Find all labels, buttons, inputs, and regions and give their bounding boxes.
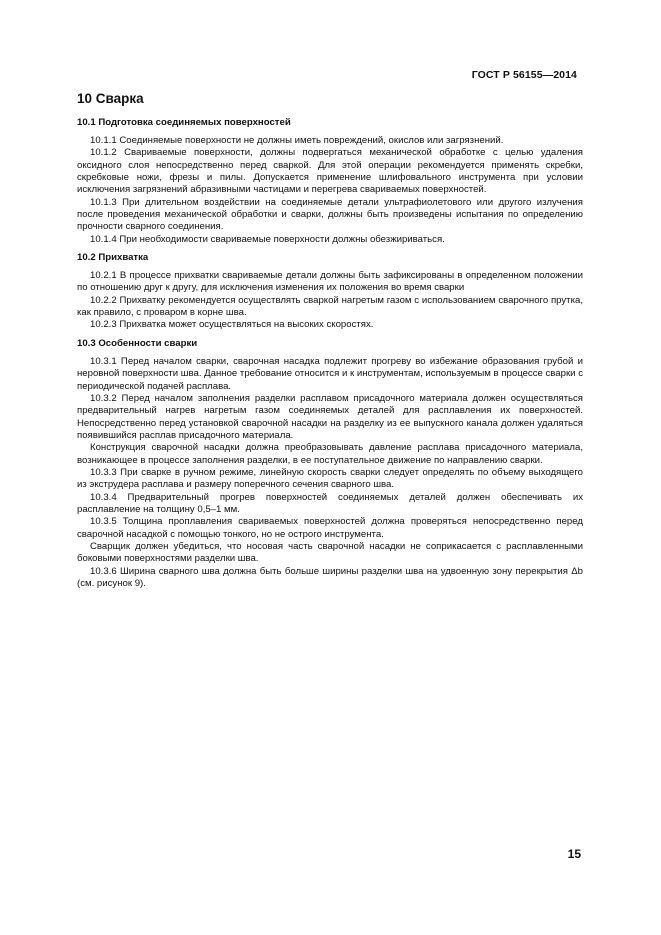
paragraph: 10.1.1 Соединяемые поверхности не должны иметь повреждений, окислов или загрязнений.: [90, 135, 504, 146]
paragraph: 10.3.2 Перед началом заполнения разделки расплавом присадочного материала должен осуществляться предварительный нагрев нагретым газом соединяемых деталей для расплавления их поверхностей. Непосредственно перед установкой сварочной насадки на разделку из ее выпускного канала должен удаляться появившийся расплав присадочного материала.: [77, 392, 583, 441]
subsection-10-2: [77, 252, 583, 332]
subsection-title: 10.2 Прихватка: [77, 252, 149, 264]
subsection-10-1: [77, 117, 583, 246]
paragraph: 10.2.2 Прихватку рекомендуется осуществлять сваркой нагретым газом с использованием сварочного прутка, как правило, с проваром в корне шва.: [77, 294, 583, 319]
paragraph: 10.3.5 Толщина проплавления свариваемых поверхностей должна проверяться непосредственно перед сварочной насадкой с помощью тонкого, но не острого инструмента.: [77, 516, 583, 540]
paragraph: 10.2.3 Прихватка может осуществляться на высоких скоростях.: [90, 319, 374, 331]
standard-code: ГОСТ Р 56155—2014: [471, 69, 577, 81]
subsection-title: 10.1 Подготовка соединяемых поверхностей: [77, 117, 291, 128]
page-number: 15: [567, 847, 581, 861]
paragraph: 10.1.2 Свариваемые поверхности, должны подвергаться механической обработке с целью удаления оксидного слоя непосредственно перед сваркой. Для этой операции рекомендуется применять скребки, скребковые ножи, фрезы и пилы. Допускается применение шлифовального инструмента при условии исключения загрязнений абразивными частицами и перегрева свариваемых поверхностей.: [77, 147, 583, 196]
subsection-title: 10.3 Особенности сварки: [77, 337, 198, 349]
paragraph: Сварщик должен убедиться, что носовая часть сварочной насадки не соприкасается с расплавленными боковыми поверхностями разделки шва.: [77, 540, 583, 565]
paragraph: 10.3.4 Предварительный прогрев поверхностей соединяемых деталей должен обеспечивать их расплавление на толщину 0,5–1 мм.: [77, 491, 583, 515]
paragraph: 10.3.6 Ширина сварного шва должна быть больше ширины разделки шва на удвоенную зону перекрытия Δb (см. рисунок 9).: [77, 565, 583, 589]
section-title: 10 Сварка: [77, 91, 144, 106]
document-body: [77, 91, 583, 590]
paragraph: 10.1.3 При длительном воздействии на соединяемые детали ультрафиолетового или другого излучения после проведения механической обработки и сварки, должны быть произведены испытания по определению прочности сварного соединения.: [77, 196, 583, 233]
subsection-10-3: [77, 338, 583, 591]
paragraph: Конструкция сварочной насадки должна преобразовывать давление расплава присадочного материала, возникающее в процессе заполнения разделки, в ее поступательное движение по направлению сварки.: [77, 442, 583, 466]
paragraph: 10.2.1 В процессе прихватки свариваемые детали должны быть зафиксированы в определенном положении по отношению друг к другу, для исключения изменения их положения во время сварки: [77, 270, 583, 294]
paragraph: 10.3.3 При сварке в ручном режиме, линейную скорость сварки следует определять по объему выходящего из экструдера расплава и размеру поперечного сечения сварного шва.: [77, 466, 583, 491]
paragraph: 10.1.4 При необходимости свариваемые поверхности должны обезжириваться.: [90, 233, 445, 245]
paragraph: 10.3.1 Перед началом сварки, сварочная насадка подлежит прогреву во избежание образования грубой и неровной поверхности шва. Данное требование относится и к инструментам, используемым в процессе сварки с периодической подачей расплава.: [77, 355, 583, 392]
